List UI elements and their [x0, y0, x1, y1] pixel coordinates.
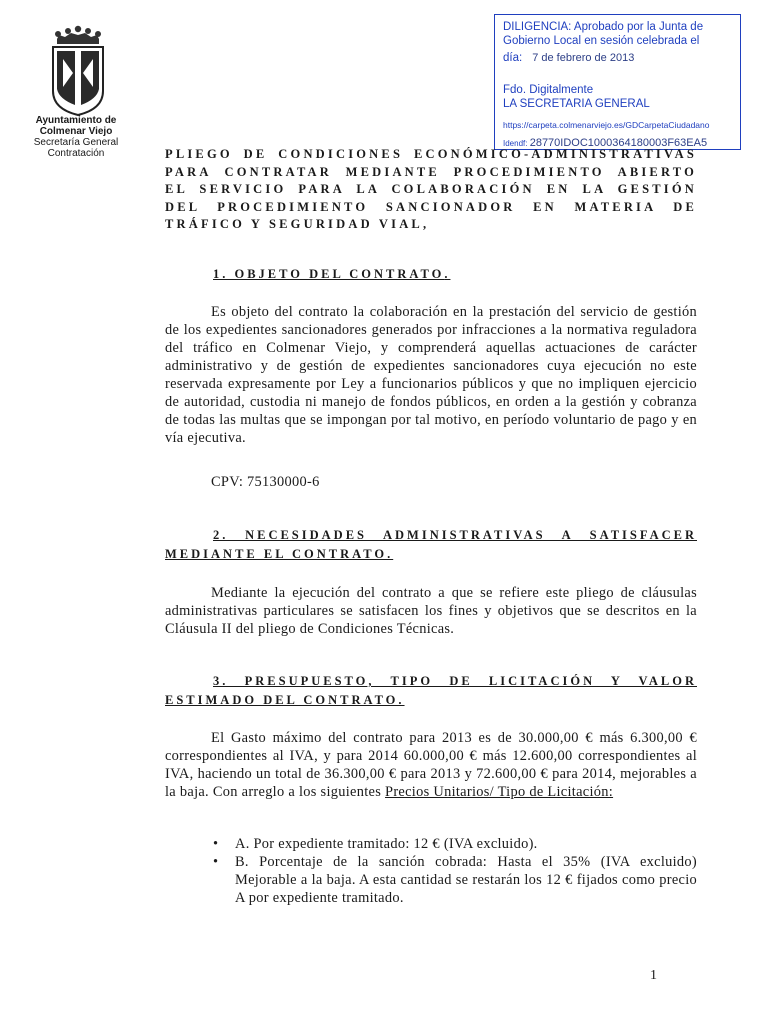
- section-3-heading-line-1: 3. PRESUPUESTO, TIPO DE LICITACIÓN Y VALOR: [213, 674, 697, 688]
- pricing-bullet-list: [213, 835, 697, 907]
- approval-stamp: [494, 14, 741, 150]
- pricing-bullet-a-text: A. Por expediente tramitado: 12 € (IVA excluido).: [235, 836, 538, 852]
- section-1-body-text: Es objeto del contrato la colaboración en la prestación del servicio de gestión de los expedientes sancionadores generados por infracciones a la normativa reguladora del tráfico en Colmenar Viejo, y comprenderá aquellas actuaciones de carácter administrativo y de gestión de expedientes sancionadores cuya ejecución no este reservada expresamente por Ley a funcionarios públicos y que no impliquen ejercicio de autoridad, custodia ni manejo de fondos públicos, en orden a la gestión y cobranza de todas las multas que se impongan por tal motivo, en período voluntario de pago y en vía ejecutiva.: [165, 304, 697, 446]
- section-3-heading: [165, 672, 697, 710]
- section-1-heading-end: .: [444, 267, 451, 281]
- org-department: Secretaría General: [33, 137, 119, 148]
- title-line-3: EL SERVICIO PARA LA COLABORACIÓN EN LA GESTIÓN: [165, 182, 697, 196]
- title-line-5: TRÁFICO Y SEGURIDAD VIAL,: [165, 217, 430, 231]
- section-3-heading-line-2: ESTIMADO DEL CONTRATO.: [165, 693, 405, 707]
- document-title: [165, 146, 697, 234]
- stamp-line-1: DILIGENCIA: Aprobado por la Junta de: [503, 21, 704, 33]
- coat-of-arms-logo: [45, 25, 111, 117]
- stamp-signature-line-1: Fdo. Digitalmente: [503, 84, 594, 96]
- org-unit: Contratación: [47, 148, 105, 159]
- stamp-date-label: día:: [503, 52, 523, 64]
- bullet-dot-icon: •: [213, 854, 219, 870]
- title-line-1: PLIEGO DE CONDICIONES ECONÓMICO-ADMINISTRATIVAS: [165, 147, 697, 161]
- org-name-line-2: Colmenar Viejo: [39, 126, 113, 137]
- org-name-line-1: Ayuntamiento de: [35, 115, 117, 126]
- section-3-body-text: El Gasto máximo del contrato para 2013 es de 30.000,00 € más 6.300,00 € correspondientes al IVA, y para 2014 60.000,00 € más 12.600,00 correspondientes al IVA, haciendo un total de 36.300,00 € para 2013 y 72.600,00 € para 2014, mejorables a la baja. Con arreglo a los siguientes: [165, 730, 697, 800]
- page-number: 1: [650, 968, 657, 983]
- section-2-heading-line-1: 2. NECESIDADES ADMINISTRATIVAS A SATISFACER: [213, 528, 697, 542]
- section-1-cpv: [165, 473, 697, 491]
- stamp-signature-line-2: LA SECRETARIA GENERAL: [503, 98, 650, 110]
- pricing-bullet-a: [213, 835, 697, 853]
- stamp-date-row: [503, 51, 634, 65]
- stamp-diligencia: [503, 20, 703, 48]
- stamp-signature: [503, 83, 650, 111]
- section-1-heading-text: 1. OBJETO DEL CONTRATO: [213, 267, 445, 281]
- pricing-bullet-b-text: B. Porcentaje de la sanción cobrada: Hasta el 35% (IVA excluido) Mejorable a la baja. A esta cantidad se restarán los 12 € fijados como precio A por expediente tramitado.: [235, 854, 697, 906]
- stamp-line-2: Gobierno Local en sesión celebrada el: [503, 35, 700, 47]
- section-1-heading: [213, 265, 450, 284]
- stamp-identifier-label: Idendf:: [503, 139, 528, 148]
- stamp-date-value: 7 de febrero de 2013: [532, 52, 635, 64]
- title-line-2: PARA CONTRATAR MEDIANTE PROCEDIMIENTO ABIERTO: [165, 164, 697, 179]
- section-2-body-text: Mediante la ejecución del contrato a que se refiere este pliego de cláusulas administrativas particulares se satisfacen los fines y objetivos que se descritos en la Cláusula II del pliego de Condiciones Técnicas.: [165, 585, 697, 637]
- cpv-code: CPV: 75130000-6: [211, 474, 320, 490]
- section-2-heading: [165, 526, 697, 564]
- section-2-body: [165, 584, 697, 638]
- title-line-4: DEL PROCEDIMIENTO SANCIONADOR EN MATERIA DE: [165, 199, 697, 214]
- section-2-heading-line-2: MEDIANTE EL CONTRATO.: [165, 547, 394, 561]
- section-1-body: [165, 303, 697, 447]
- pricing-bullet-b: [213, 853, 697, 907]
- organization-block: [22, 115, 130, 159]
- section-3-body: [165, 729, 697, 801]
- stamp-verification-url[interactable]: https://carpeta.colmenarviejo.es/GDCarpetaCiudadano: [503, 120, 710, 130]
- bullet-dot-icon: •: [213, 836, 219, 852]
- section-3-body-underlined: Precios Unitarios/ Tipo de Licitación:: [385, 784, 614, 800]
- stamp-identifier-value: 28770IDOC1000364180003F63EA5: [529, 137, 708, 149]
